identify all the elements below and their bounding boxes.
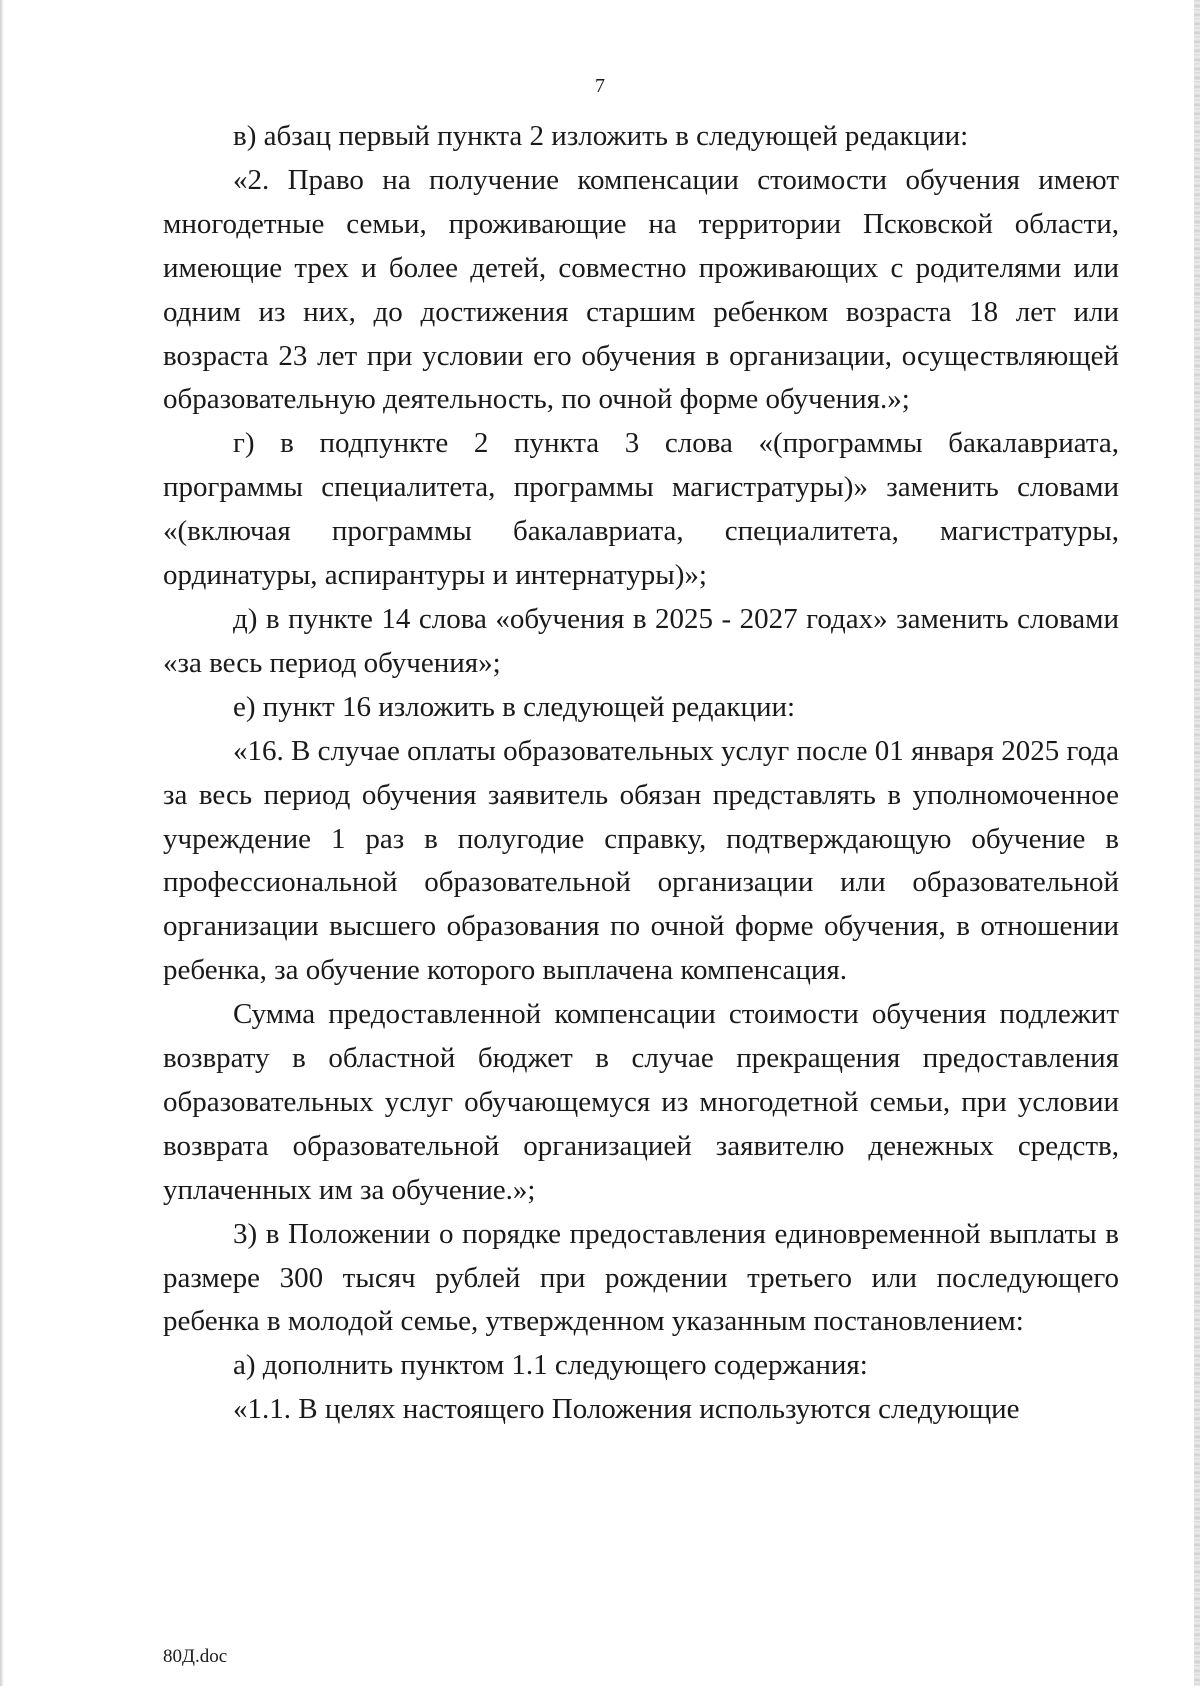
scan-edge-left — [0, 0, 4, 1686]
paragraph-refund-sum: Сумма предоставленной компенсации стоимости обучения подлежит возврату в областной бюджет в случае прекращения предоставления образовательных услуг обучающемуся из многодетной семьи, при условии возврата образовательной организацией заявителю денежных средств, уплаченных им за обучение.»; — [163, 998, 1119, 1206]
paragraph-quote-point-2: «2. Право на получение компенсации стоимости обучения имеют многодетные семьи, проживающие на территории Псковской области, имеющие трех и более детей, совместно проживающих с родителями или одним из них, до достижения старшим ребенком возраста 18 лет или возраста 23 лет при условии его обучения в организации, осуществляющей образовательную деятельность, по очной форме обучения.»; — [163, 163, 1119, 416]
paragraph-item-g: г) в подпункте 2 пункта 3 слова «(программы бакалавриата, программы специалитета, программы магистратуры)» заменить словами «(включая программы бакалавриата, специалитета, магистратуры, ординатуры, аспирантуры и интернатуры)»; — [163, 427, 1119, 592]
page-number: 7 — [595, 75, 605, 97]
paragraph-item-e: е) пункт 16 изложить в следующей редакции: — [233, 690, 796, 723]
paragraph-quote-point-16: «16. В случае оплаты образовательных услуг после 01 января 2025 года за весь период обучения заявитель обязан представлять в уполномоченное учреждение 1 раз в полугодие справку, подтверждающую обучение в профессиональной образовательной организации или образовательной организации высшего образования по очной форме обучения, в отношении ребенка, за обучение которого выплачена компенсация. — [163, 734, 1119, 987]
paragraph-item-a: а) дополнить пунктом 1.1 следующего содержания: — [233, 1349, 868, 1382]
paragraph-item-v: в) абзац первый пункта 2 изложить в следующей редакции: — [233, 120, 969, 152]
paragraph-item-d: д) в пункте 14 слова «обучения в 2025 - 2027 годах» заменить словами «за весь период обучения»; — [163, 602, 1119, 679]
paragraph-quote-point-1-1: «1.1. В целях настоящего Положения используются следующие — [233, 1393, 1020, 1426]
footer-filename: 80Д.doc — [163, 1646, 228, 1667]
paragraph-item-3: 3) в Положении о порядке предоставления единовременной выплаты в размере 300 тысяч рублей при рождении третьего или последующего ребенка в молодой семье, утвержденном указанным постановлением: — [163, 1217, 1119, 1338]
document-body — [163, 115, 1119, 1432]
scan-edge-right — [1194, 0, 1200, 1686]
